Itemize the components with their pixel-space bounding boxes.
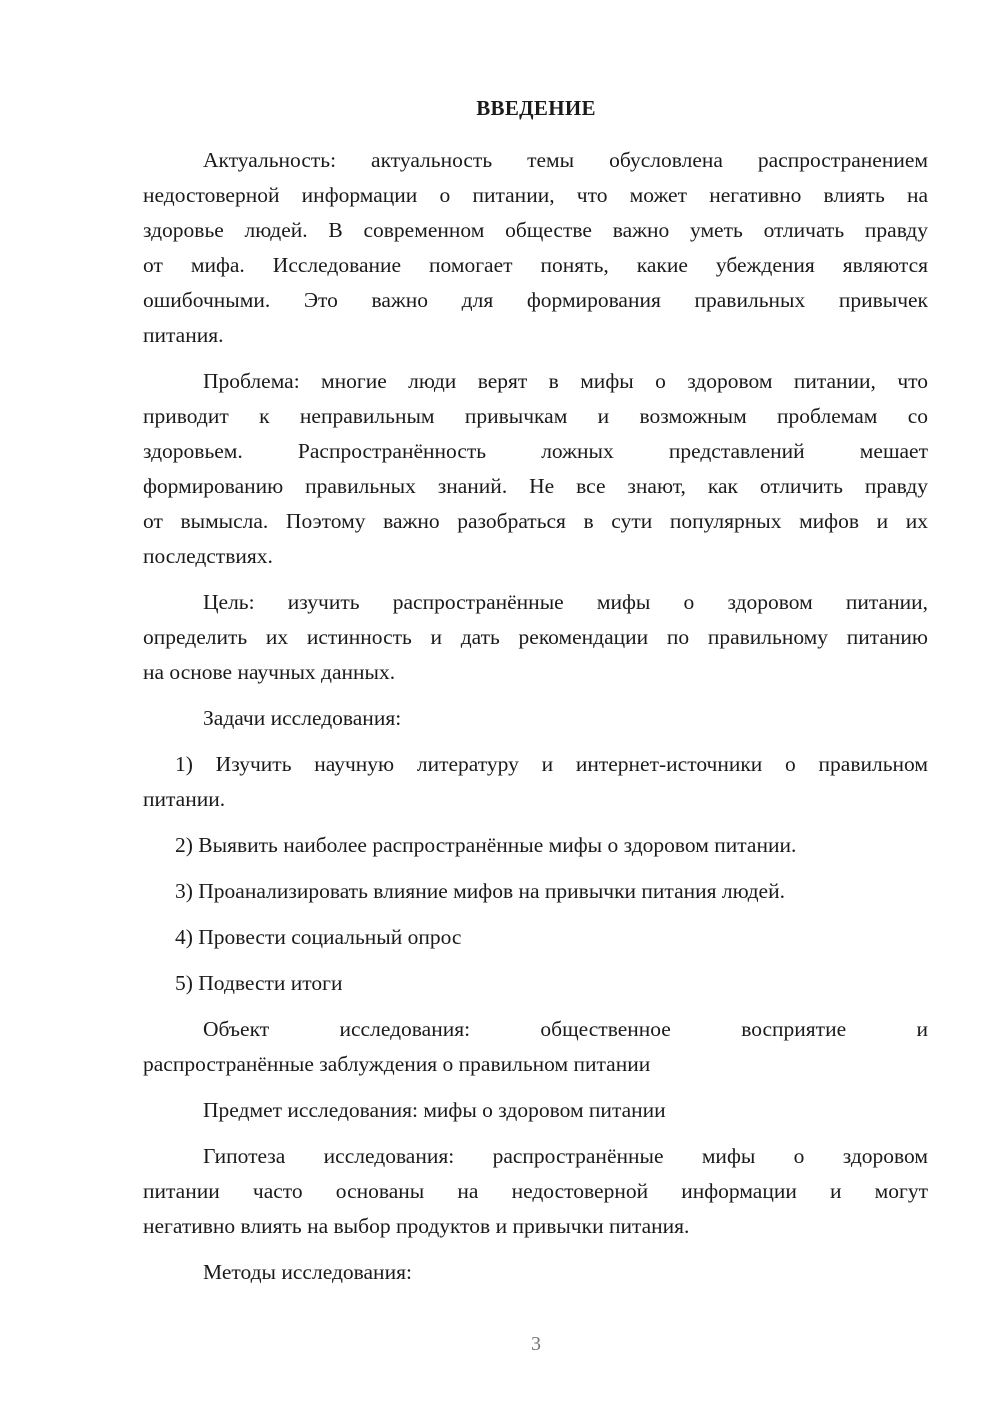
text-line: определить их истинность и дать рекомендации по правильному питанию — [143, 625, 928, 649]
paragraph — [143, 1255, 928, 1290]
text-line: Проблема: многие люди верят в мифы о здоровом питании, что — [203, 369, 928, 393]
text-line: здоровье людей. В современном обществе важно уметь отличать правду — [143, 218, 928, 242]
text-line: от мифа. Исследование помогает понять, какие убеждения являются — [143, 253, 928, 277]
text-line: распространённые заблуждения о правильном питании — [143, 1052, 651, 1076]
paragraph — [143, 585, 928, 690]
text-line: Гипотеза исследования: распространённые мифы о здоровом — [203, 1144, 928, 1168]
text-line: 3) Проанализировать влияние мифов на привычки питания людей. — [175, 879, 785, 903]
document-body — [143, 143, 928, 1290]
text-line: Цель: изучить распространённые мифы о здоровом питании, — [203, 590, 928, 614]
paragraph — [143, 1139, 928, 1244]
text-line: на основе научных данных. — [143, 660, 396, 684]
text-line: 2) Выявить наиболее распространённые мифы о здоровом питании. — [175, 833, 797, 857]
text-line: питания. — [143, 323, 224, 347]
text-line: негативно влиять на выбор продуктов и привычки питания. — [143, 1214, 690, 1238]
page-number: 3 — [531, 1333, 541, 1355]
list-item — [143, 920, 928, 955]
list-item — [143, 966, 928, 1001]
section-title: ВВЕДЕНИЕ — [476, 96, 596, 120]
paragraph — [143, 143, 928, 353]
text-line: Актуальность: актуальность темы обусловлена распространением — [203, 148, 928, 172]
text-line: приводит к неправильным привычкам и возможным проблемам со — [143, 404, 928, 428]
paragraph — [143, 1012, 928, 1082]
list-item — [143, 874, 928, 909]
text-line: от вымысла. Поэтому важно разобраться в сути популярных мифов и их — [143, 509, 928, 533]
text-line: питании часто основаны на недостоверной информации и могут — [143, 1179, 928, 1203]
text-line: последствиях. — [143, 544, 273, 568]
list-item — [143, 828, 928, 863]
text-line: 5) Подвести итоги — [175, 971, 343, 995]
list-item — [143, 747, 928, 817]
paragraph — [143, 701, 928, 736]
text-line: недостоверной информации о питании, что может негативно влиять на — [143, 183, 928, 207]
text-line: Задачи исследования: — [203, 706, 402, 730]
text-line: ошибочными. Это важно для формирования правильных привычек — [143, 288, 928, 312]
text-line: формированию правильных знаний. Не все знают, как отличить правду — [143, 474, 928, 498]
text-line: Предмет исследования: мифы о здоровом питании — [203, 1098, 666, 1122]
text-line: 4) Провести социальный опрос — [175, 925, 462, 949]
text-line: 1) Изучить научную литературу и интернет-источники о правильном — [175, 752, 928, 776]
paragraph — [143, 1093, 928, 1128]
text-line: Методы исследования: — [203, 1260, 412, 1284]
text-line: Объект исследования: общественное восприятие и — [203, 1017, 928, 1041]
paragraph — [143, 364, 928, 574]
text-line: здоровьем. Распространённость ложных представлений мешает — [143, 439, 928, 463]
text-line: питании. — [143, 787, 226, 811]
